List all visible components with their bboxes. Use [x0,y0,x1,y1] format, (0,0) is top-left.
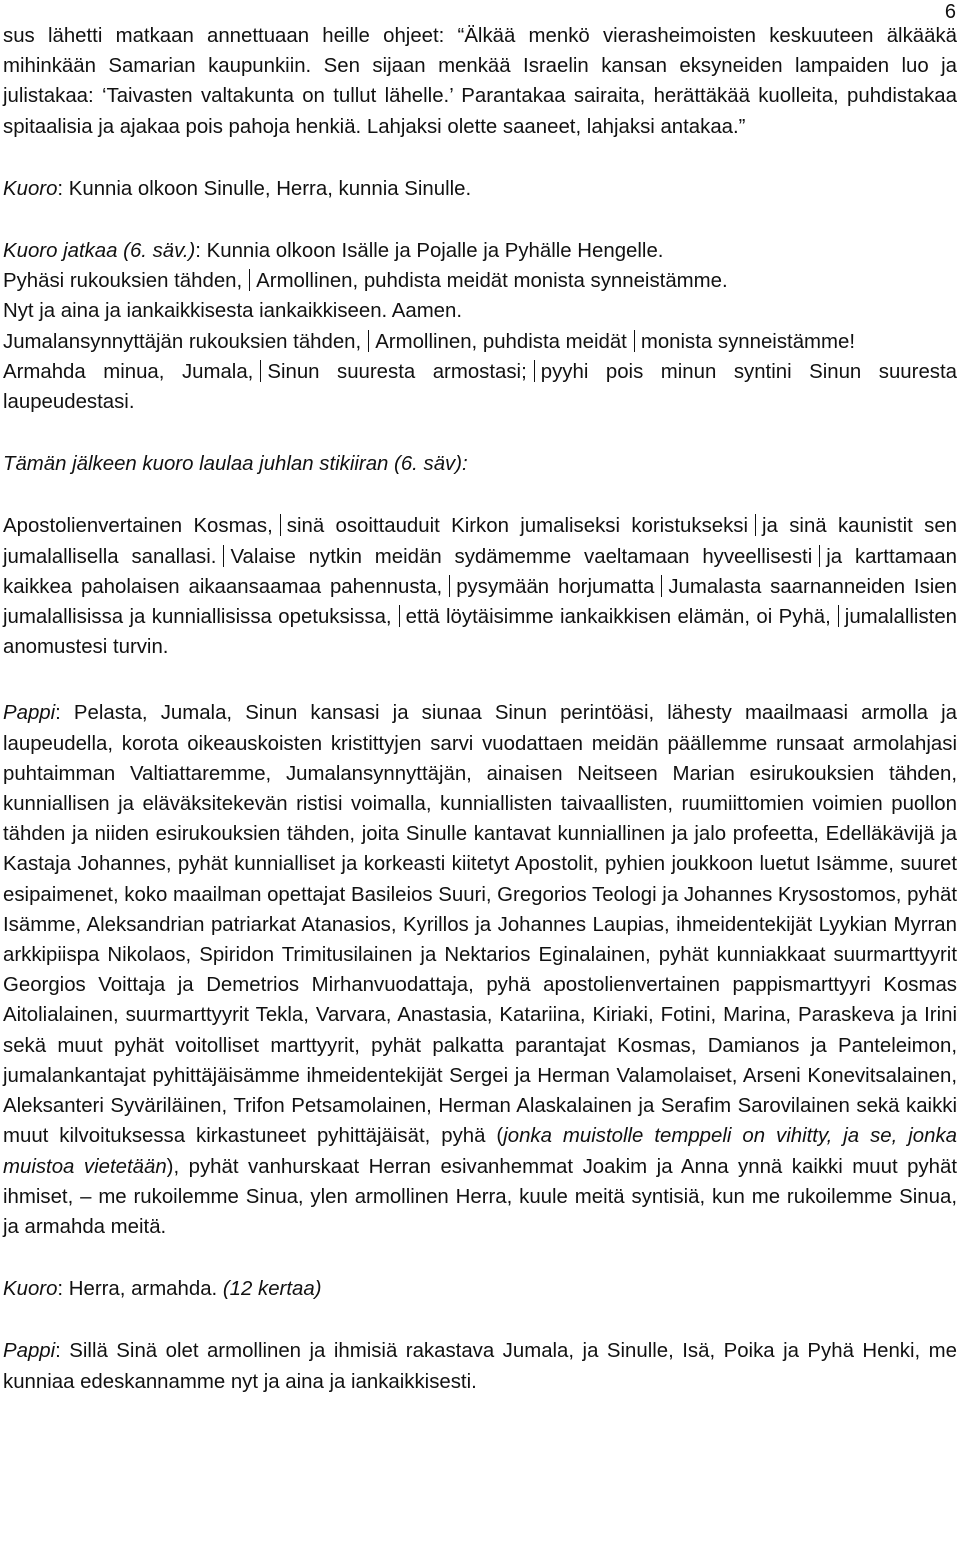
verse-divider [223,545,224,567]
spacer [3,417,957,449]
repeat-count: (12 kertaa) [222,1278,322,1301]
verse-divider [399,605,400,627]
document-page [3,21,957,1397]
verse-divider [368,330,369,352]
verse-divider [819,545,820,567]
speaker-label: Kuoro jatkaa (6. säv.) [3,240,196,263]
choir-continues-line-5: Armahda minua, Jumala, Sinun suuresta armostasi; pyyhi pois minun syntini Sinun suuresta laupeudestasi. [3,360,957,414]
verse-divider [449,575,450,597]
speaker-label: Kuoro [3,1278,58,1301]
spacer [3,1304,957,1336]
spacer [3,662,957,698]
verse-divider [634,330,635,352]
choir-continues-line-3: Nyt ja aina ja iankaikkisesta iankaikkiseen. Aamen. [3,300,463,323]
response-text: : Kunnia olkoon Sinulle, Herra, kunnia Sinulle. [57,177,472,200]
speaker-label: Pappi [3,702,56,725]
verse-divider [661,575,662,597]
verse-divider [260,360,261,382]
priest-litany: Pappi: Pelasta, Jumala, Sinun kansasi ja siunaa Sinun perintöäsi, lähesty maailmaasi armolla ja laupeudella, korota oikeauskoisten kristittyjen sarvi vuodattaen meidän päällemme runsaat armolahjasi puhtaimman Valtiattaremme, Jumalansynnyttäjän, ainaisen Neitseen Marian esirukouksien tähden, kunniallisen ja eläväksitekevän ristisi voimalla, kunniallisten taivaallisten, ruumiittomien voimien puollon tähden ja niiden esirukouksien tähden, joita Sinulle kantavat kunniallinen ja jalo profeetta, Edelläkävijä ja Kastaja Johannes, pyhät kunnialliset ja korkeasti kiitetyt Apostolit, pyhien joukkoon luetut Isämme, suuret esipaimenet, koko maailman opettajat Basileios Suuri, Gregorios Teologi ja Johannes Krysostomos, pyhät Isämme, Aleksandrian patriarkat Atanasios, Kyrillos ja Johannes Laupias, ihmeidentekijät Lyykian Myrran arkkipiispa Nikolaos, Spiridon Trimitusilainen ja Nektarios Eginalainen, pyhät kunniakkaat suurmarttyyrit Georgios Voittaja ja Demetrios Mirhanvuodattaja, pyhä apostolienvertainen pappismarttyyri Kosmas Aitolialainen, suurmarttyyrit Tekla, Varvara, Anastasia, Katariina, Kiriaki, Fotini, Marina, Paraskeva ja Irini sekä muut pyhät voitolliset marttyyrit, pyhät palkatta parantajat Kosmas, Damianos ja Panteleimon, jumalankantajat pyhittäjäisämme ihmeidentekijät Sergei ja Herman Valamolaiset, Arseni Konevitsalainen, Aleksanteri Syväriläinen, Trifon Petsamolainen, Herman Alaskalainen ja Serafim Sarovilainen sekä kaikki muut kilvoituksessa kirkastuneet pyhittäjäisät, pyhä (jonka muistolle temppeli on vihitty, ja se, jonka muistoa vietetään), pyhät vanhurskaat Herran esivanhemmat Joakim ja Anna ynnä kaikki muut pyhät ihmiset, – me rukoilemme Sinua, ylen armollinen Herra, kuule meitä syntisiä, kun me rukoilemme Sinua, ja armahda meitä. [3,702,957,1238]
choir-continues-line-1: Kuoro jatkaa (6. säv.): Kunnia olkoon Isälle ja Pojalle ja Pyhälle Hengelle. [3,240,664,263]
spacer [3,142,957,174]
sticheron-heading: Tämän jälkeen kuoro laulaa juhlan stikiiran (6. säv): [3,453,468,476]
verse-divider [249,269,250,291]
spacer [3,204,957,236]
page-number: 6 [944,1,956,23]
verse-divider [838,605,839,627]
verse-divider [534,360,535,382]
verse-divider [755,514,756,536]
choir-continues-block [3,236,957,417]
speaker-label: Pappi [3,1340,56,1363]
rubric-insert: jonka muistolle temppeli on vihitty, ja se, jonka muistoa vietetään [3,1125,957,1178]
sticheron-text: Apostolienvertainen Kosmas, sinä osoittauduit Kirkon jumaliseksi koristukseksi ja sinä kaunistit sen jumalallisella sanallasi. Valaise nytkin meidän sydämemme vaeltamaan hyveellisesti ja karttamaan kaikkea paholaisen aikaansaamaa pahennusta, pysymään horjumatta Jumalasta saarnanneiden Isien jumalallisissa ja kunniallisissa opetuksissa, että löytäisimme iankaikkisen elämän, oi Pyhä, jumalallisten anomustesi turvin. [3,515,957,659]
speaker-label: Kuoro [3,177,58,200]
priest-exclamation: Pappi: Sillä Sinä olet armollinen ja ihmisiä rakastava Jumala, ja Sinulle, Isä, Poika ja Pyhä Henki, me kunniaa edeskannamme nyt ja aina ja iankaikkisesti. [3,1340,957,1393]
choir-kyrie-response: Kuoro: Herra, armahda. (12 kertaa) [3,1278,322,1301]
spacer [3,479,957,511]
spacer [3,1242,957,1274]
gospel-reading-end: sus lähetti matkaan annettuaan heille ohjeet: “Älkää menkö vierasheimoisten keskuuteen älkääkä mihinkään Samarian kaupunkiin. Sen sijaan menkää Israelin kansan eksyneiden lampaiden luo ja julistakaa: ‘Taivasten valtakunta on tullut lähelle.’ Parantakaa sairaita, herättäkää kuolleita, puhdistakaa spitaalisia ja ajakaa pois pahoja henkiä. Lahjaksi olette saaneet, lahjaksi antakaa.” [3,25,957,138]
verse-divider [280,514,281,536]
choir-continues-line-4: Jumalansynnyttäjän rukouksien tähden, Armollinen, puhdista meidät monista synneistämme! [3,330,856,353]
choir-continues-line-2: Pyhäsi rukouksien tähden, Armollinen, puhdista meidät monista synneistämme. [3,270,728,293]
choir-glory-response [3,174,957,204]
